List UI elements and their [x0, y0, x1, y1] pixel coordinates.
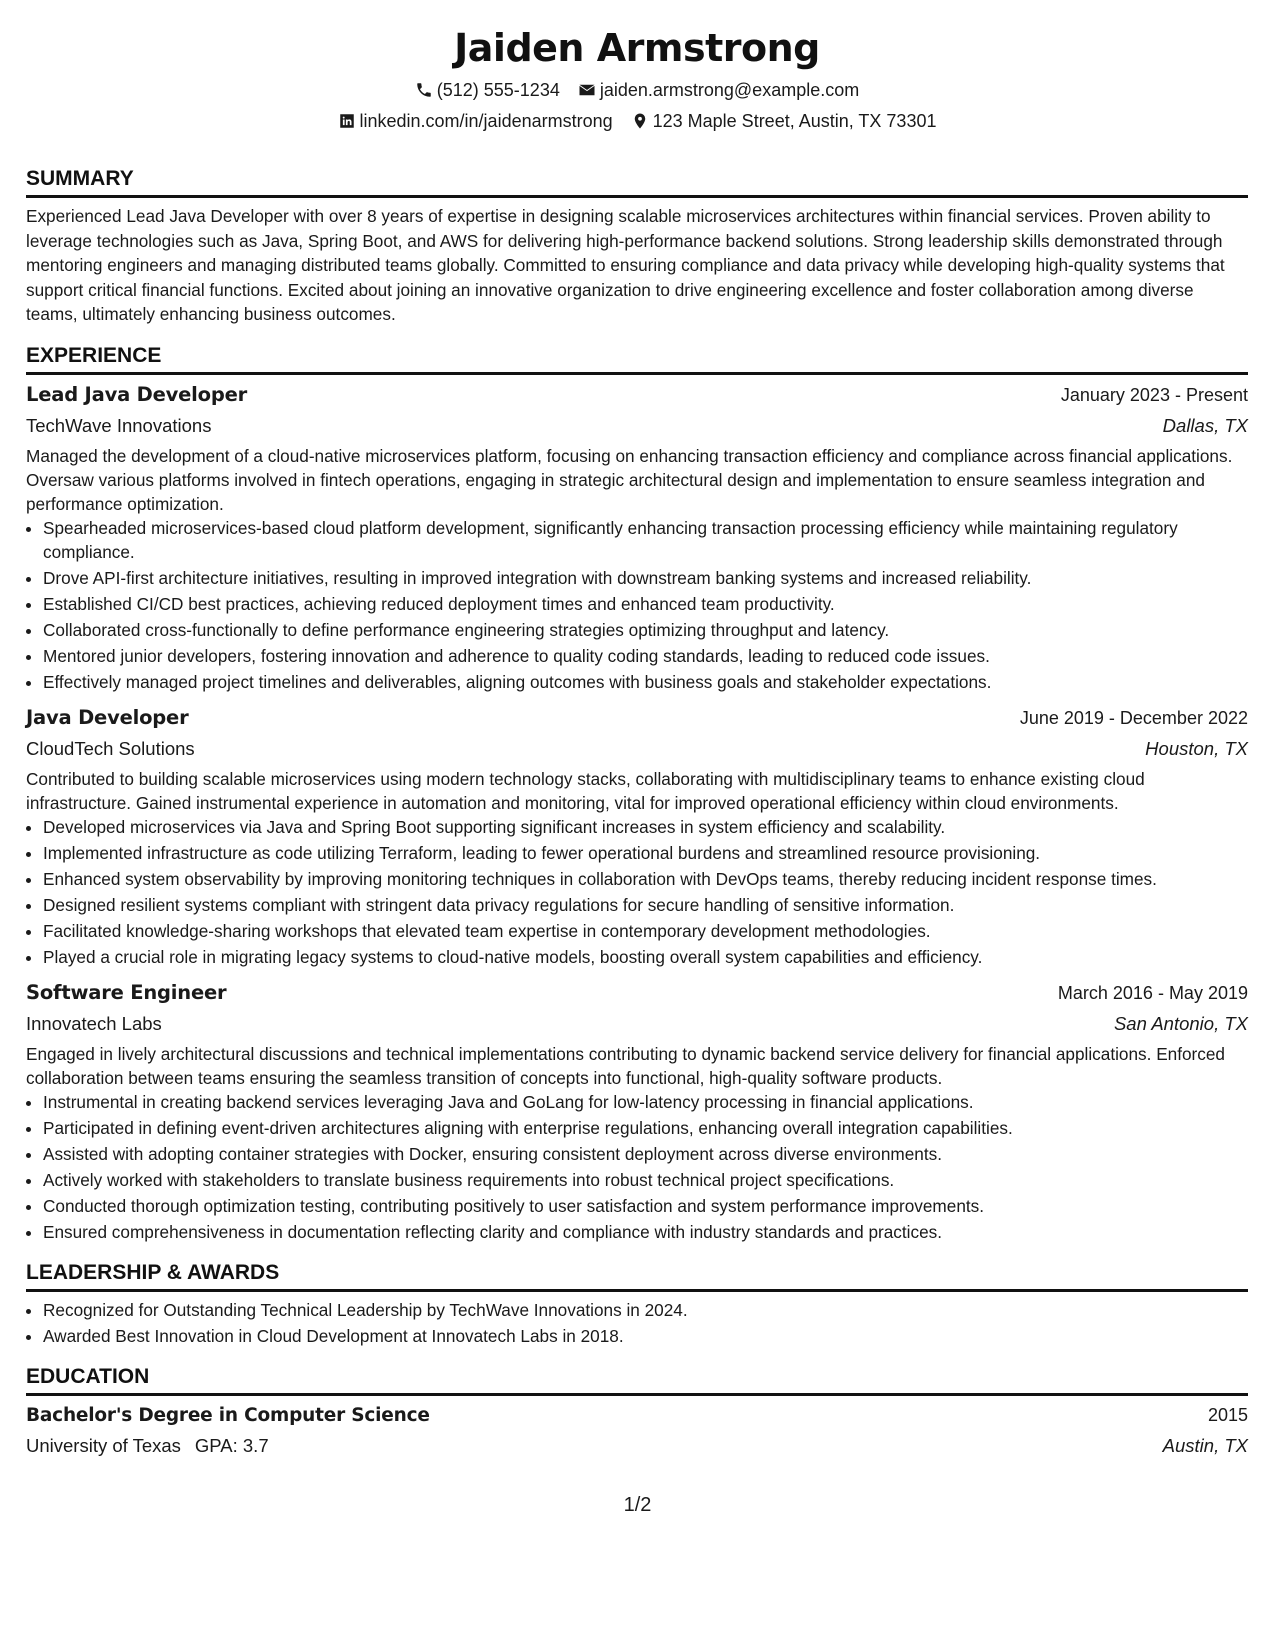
job-bullet: • Designed resilient systems compliant with stringent data privacy regulations for secure handling of sensitive information.	[43, 893, 1248, 917]
job-bullet: • Effectively managed project timelines and deliverables, aligning outcomes with business goals and stakeholder expectations.	[43, 670, 1248, 694]
job-title: Java Developer	[26, 705, 189, 729]
award-item: • Recognized for Outstanding Technical Leadership by TechWave Innovations in 2024.	[43, 1298, 1248, 1322]
street-address: 123 Maple Street, Austin, TX 73301	[652, 111, 937, 131]
job-bullet: • Facilitated knowledge-sharing workshops that elevated team expertise in contemporary development methodologies.	[43, 919, 1248, 943]
job-bullet: • Mentored junior developers, fostering innovation and adherence to quality coding standards, leading to reduced code issues.	[43, 644, 1248, 668]
graduation-year: 2015	[1207, 1404, 1248, 1425]
company-name: Innovatech Labs	[26, 1012, 162, 1034]
job-subheader	[26, 411, 1248, 441]
address-contact	[631, 109, 937, 133]
job-title: Lead Java Developer	[26, 382, 248, 406]
job-subheader	[26, 1009, 1248, 1039]
job-description: Contributed to building scalable microservices using modern technology stacks, collaborating with multidisciplinary teams to enhance existing cloud infrastructure. Gained instrumental experience in automation and monitoring, vital for improved operational efficiency within cloud environments.	[26, 768, 1145, 813]
job-entry	[26, 977, 1248, 1244]
phone-number: (512) 555-1234	[436, 80, 560, 100]
summary-section	[26, 166, 1248, 327]
contact-row-secondary	[26, 109, 1248, 133]
job-location: San Antonio, TX	[1113, 1012, 1248, 1034]
contact-row-primary	[26, 78, 1248, 102]
gpa: GPA: 3.7	[194, 1434, 269, 1456]
awards-list	[26, 1298, 1248, 1348]
job-dates: January 2023 - Present	[1060, 384, 1248, 405]
summary-heading: SUMMARY	[26, 166, 1248, 198]
job-bullet: • Ensured comprehensiveness in documentation reflecting clarity and compliance with industry standards and practices.	[43, 1220, 1248, 1244]
job-bullet: • Developed microservices via Java and Spring Boot supporting significant increases in system efficiency and scalability.	[43, 815, 1248, 839]
map-marker-icon	[631, 112, 649, 130]
job-bullet: • Implemented infrastructure as code utilizing Terraform, leading to fewer operational burdens and streamlined resource provisioning.	[43, 841, 1248, 865]
education-section	[26, 1364, 1248, 1461]
job-header	[26, 379, 1248, 411]
job-title: Software Engineer	[26, 980, 227, 1004]
job-bullet: • Conducted thorough optimization testing, contributing positively to user satisfaction and system performance improvements.	[43, 1194, 1248, 1218]
email-address[interactable]: jaiden.armstrong@example.com	[599, 80, 860, 100]
linkedin-contact[interactable]	[338, 109, 613, 133]
school-name: University of Texas	[26, 1434, 181, 1456]
job-dates: March 2016 - May 2019	[1057, 982, 1248, 1003]
job-description: Managed the development of a cloud-native microservices platform, focusing on enhancing transaction efficiency and compliance across financial applications. Oversaw various platforms involved in fintech operations, engaging in strategic architectural design and implementation to ensure seamless integration and performance optimization.	[26, 445, 1233, 514]
page-number: 1/2	[623, 1494, 652, 1516]
job-bullet: • Spearheaded microservices-based cloud platform development, significantly enhancing transaction processing efficiency while maintaining regulatory compliance.	[43, 516, 1248, 564]
job-bullet: • Actively worked with stakeholders to translate business requirements into robust technical project specifications.	[43, 1168, 1248, 1192]
job-bullet: • Assisted with adopting container strategies with Docker, ensuring consistent deployment across diverse environments.	[43, 1142, 1248, 1166]
school-location: Austin, TX	[1162, 1434, 1248, 1456]
education-subheader	[26, 1431, 1248, 1461]
company-name: CloudTech Solutions	[26, 737, 195, 759]
candidate-name: Jaiden Armstrong	[454, 26, 820, 70]
job-dates: June 2019 - December 2022	[1019, 707, 1248, 728]
education-heading: EDUCATION	[26, 1364, 1248, 1396]
job-bullet: • Instrumental in creating backend services leveraging Java and GoLang for low-latency processing in financial applications.	[43, 1090, 1248, 1114]
job-bullets	[26, 516, 1248, 694]
job-location: Houston, TX	[1145, 737, 1248, 759]
phone-contact	[415, 78, 560, 102]
job-entry	[26, 379, 1248, 694]
job-description: Engaged in lively architectural discussions and technical implementations contributing to dynamic backend service delivery for financial applications. Enforced collaboration between teams ensuring the seamless transition of concepts into functional, high-quality software products.	[26, 1043, 1225, 1088]
job-bullet: • Drove API-first architecture initiatives, resulting in improved integration with downstream banking systems and increased reliability.	[43, 566, 1248, 590]
job-bullet: • Established CI/CD best practices, achieving reduced deployment times and enhanced team productivity.	[43, 592, 1248, 616]
job-bullets	[26, 1090, 1248, 1244]
phone-icon	[415, 81, 433, 99]
degree-title: Bachelor's Degree in Computer Science	[26, 1404, 430, 1426]
job-header	[26, 977, 1248, 1009]
company-name: TechWave Innovations	[26, 414, 212, 436]
email-contact[interactable]	[578, 78, 859, 102]
linkedin-icon	[338, 112, 356, 130]
leadership-heading: LEADERSHIP & AWARDS	[26, 1260, 1248, 1292]
envelope-icon	[578, 81, 596, 99]
job-bullet: • Played a crucial role in migrating legacy systems to cloud-native models, boosting overall system capabilities and efficiency.	[43, 945, 1248, 969]
award-item: • Awarded Best Innovation in Cloud Development at Innovatech Labs in 2018.	[43, 1324, 1248, 1348]
summary-text: Experienced Lead Java Developer with over 8 years of expertise in designing scalable microservices architectures within financial services. Proven ability to leverage technologies such as Java, Spring Boot, and AWS for delivering high-performance backend solutions. Strong leadership skills demonstrated through mentoring engineers and managing distributed teams globally. Committed to ensuring compliance and data privacy while developing high-quality systems that support critical financial functions. Excited about joining an innovative organization to drive engineering excellence and foster collaboration among diverse teams, ultimately enhancing business outcomes.	[26, 206, 1225, 324]
job-bullet: • Collaborated cross-functionally to define performance engineering strategies optimizing throughput and latency.	[43, 618, 1248, 642]
school-line	[26, 1431, 269, 1461]
job-header	[26, 702, 1248, 734]
leadership-section	[26, 1260, 1248, 1348]
job-location: Dallas, TX	[1162, 414, 1248, 436]
education-header	[26, 1400, 1248, 1431]
job-bullet: • Enhanced system observability by improving monitoring techniques in collaboration with DevOps teams, thereby reducing incident response times.	[43, 867, 1248, 891]
job-bullet: • Participated in defining event-driven architectures aligning with enterprise regulations, enhancing overall integration capabilities.	[43, 1116, 1248, 1140]
experience-section	[26, 343, 1248, 1244]
linkedin-url[interactable]: linkedin.com/in/jaidenarmstrong	[359, 111, 613, 131]
experience-heading: EXPERIENCE	[26, 343, 1248, 375]
job-entry	[26, 702, 1248, 969]
job-bullets	[26, 815, 1248, 969]
job-subheader	[26, 734, 1248, 764]
